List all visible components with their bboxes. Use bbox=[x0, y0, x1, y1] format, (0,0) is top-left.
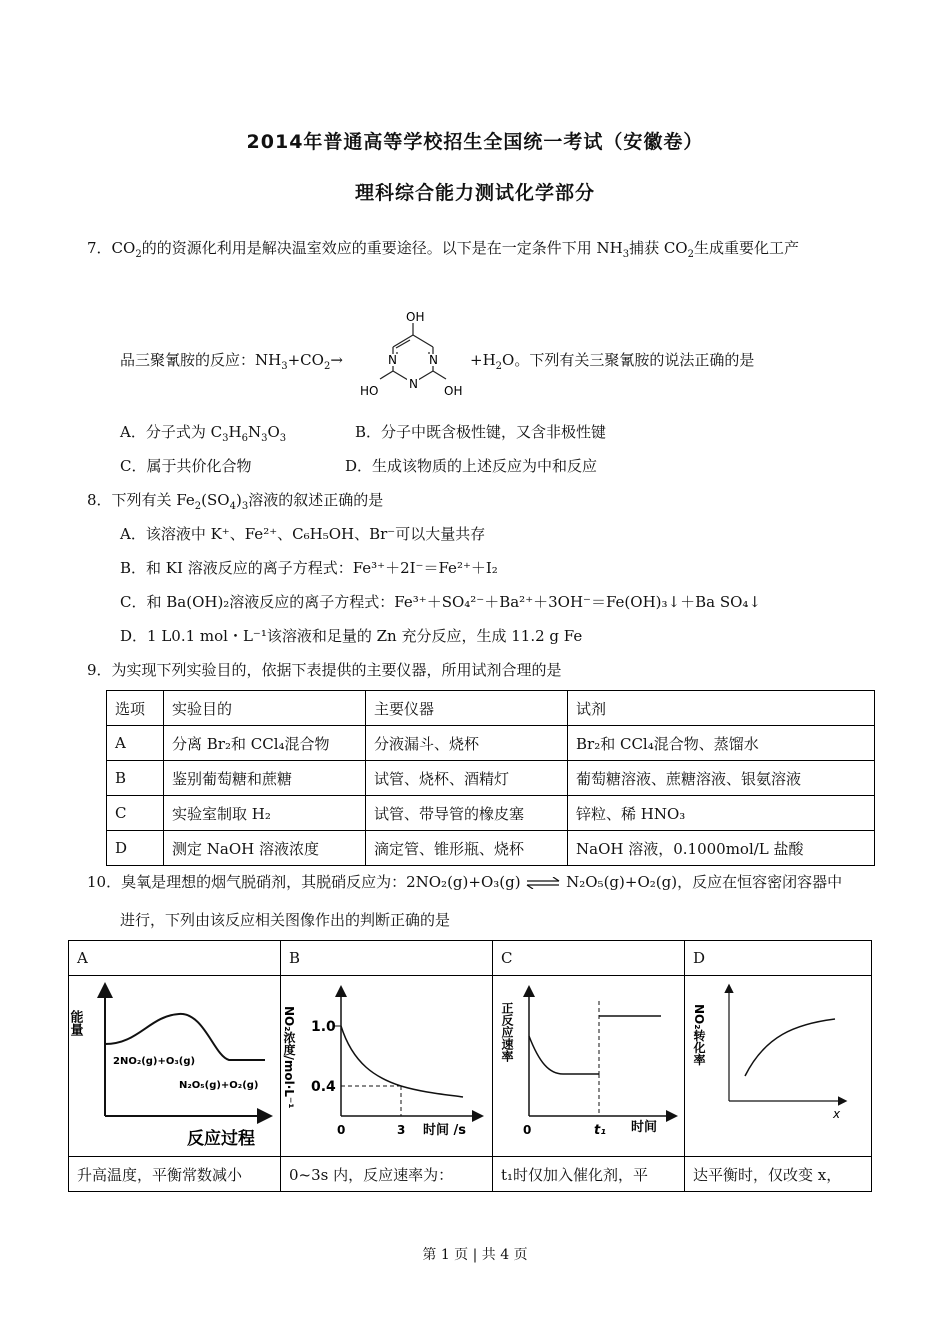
table-header: D bbox=[685, 941, 872, 976]
q8-option-a: A．该溶液中 K⁺、Fe²⁺、C₆H₅OH、Br⁻可以大量共存 bbox=[120, 525, 486, 543]
melamine-structure bbox=[350, 305, 470, 405]
table-cell: 锌粒、稀 HNO₃ bbox=[568, 796, 875, 831]
table-cell: A bbox=[107, 726, 164, 761]
table-cell: 葡萄糖溶液、蔗糖溶液、银氨溶液 bbox=[568, 761, 875, 796]
chart-a-energy-curve bbox=[105, 1014, 265, 1060]
chart-a-xlabel: 反应过程 bbox=[187, 1129, 255, 1149]
table-row bbox=[69, 976, 872, 1157]
exam-subtitle: 理科综合能力测试化学部分 bbox=[354, 182, 595, 204]
table-cell: 鉴别葡萄糖和蔗糖 bbox=[164, 761, 366, 796]
exam-title: 2014年普通高等学校招生全国统一考试（安徽卷） bbox=[246, 131, 704, 153]
oh-right-label: OH bbox=[444, 384, 463, 398]
table-row bbox=[107, 831, 875, 866]
chart-b-xlabel: 时间 /s bbox=[423, 1123, 467, 1138]
q8-option-b: B．和 KI 溶液反应的离子方程式：Fe³⁺＋2I⁻＝Fe²⁺＋I₂ bbox=[120, 559, 498, 577]
chart-a-ylabel: 能量 bbox=[69, 1010, 83, 1036]
q7-stem-line2a: 品三聚氰胺的反应：$NH_3+CO_2\to$ bbox=[120, 351, 343, 372]
page-footer: 第 1 页 | 共 4 页 bbox=[422, 1247, 528, 1263]
table-row bbox=[69, 1157, 872, 1192]
chart-d-xlabel: x bbox=[833, 1107, 841, 1121]
table-cell: D bbox=[107, 831, 164, 866]
equilibrium-arrow-icon bbox=[525, 877, 561, 889]
q7-option-d: D．生成该物质的上述反应为中和反应 bbox=[345, 457, 598, 475]
table-header-row bbox=[69, 941, 872, 976]
table-row bbox=[107, 796, 875, 831]
chart-c-t1-label: t₁ bbox=[594, 1123, 606, 1138]
q7-stem-line2b: $+H_2O$。下列有关三聚氰胺的说法正确的是 bbox=[470, 351, 755, 372]
chart-b-tick-label: 0.4 bbox=[311, 1079, 336, 1095]
table-header: C bbox=[493, 941, 685, 976]
table-cell: 试管、带导管的橡皮塞 bbox=[366, 796, 568, 831]
no2-conversion-chart-d bbox=[685, 976, 871, 1152]
n-label-bottom: N bbox=[409, 377, 418, 391]
chart-c-tick-label: 0 bbox=[523, 1123, 532, 1137]
q9-table bbox=[106, 690, 875, 866]
chart-c-curve-before bbox=[529, 1036, 599, 1074]
table-header: 实验目的 bbox=[164, 691, 366, 726]
q8-option-d: D．1 L0.1 mol・L⁻¹该溶液和足量的 Zn 充分反应，生成 11.2 g Fe bbox=[120, 627, 583, 645]
n-label-right: N bbox=[429, 353, 438, 367]
q9-stem: 9．为实现下列实验目的，依据下表提供的主要仪器，所用试剂合理的是 bbox=[87, 661, 562, 679]
table-cell: 测定 NaOH 溶液浓度 bbox=[164, 831, 366, 866]
chart-b-tick-label: 1.0 bbox=[311, 1019, 336, 1035]
table-cell: Br₂和 CCl₄混合物、蒸馏水 bbox=[568, 726, 875, 761]
q7-option-a: A．分子式为 $C_3H_6N_3O_3$ bbox=[120, 423, 287, 444]
chart-c-ylabel: 正反应速率 bbox=[500, 1002, 514, 1062]
chart-d-ylabel: NO₂转化率 bbox=[692, 1004, 706, 1066]
table-cell: B bbox=[107, 761, 164, 796]
oh-top-label: OH bbox=[406, 310, 425, 324]
chart-a-reactants: 2NO₂(g)+O₃(g) bbox=[113, 1056, 196, 1067]
oh-left-label: HO bbox=[360, 384, 379, 398]
table-cell: t₁时仅加入催化剂，平 bbox=[493, 1157, 685, 1192]
chart-d-curve bbox=[745, 1019, 835, 1076]
chart-a-products: N₂O₅(g)+O₂(g) bbox=[179, 1080, 259, 1091]
table-header: 试剂 bbox=[568, 691, 875, 726]
table-cell: 分液漏斗、烧杯 bbox=[366, 726, 568, 761]
table-header: 选项 bbox=[107, 691, 164, 726]
energy-chart-a bbox=[69, 976, 280, 1152]
forward-rate-chart-c bbox=[493, 976, 684, 1152]
table-cell: 分离 Br₂和 CCl₄混合物 bbox=[164, 726, 366, 761]
chart-b-curve bbox=[341, 1026, 463, 1097]
table-cell: 达平衡时，仅改变 x， bbox=[685, 1157, 872, 1192]
table-header: A bbox=[69, 941, 281, 976]
table-cell: 实验室制取 H₂ bbox=[164, 796, 366, 831]
q7-option-b: B．分子中既含极性键，又含非极性键 bbox=[355, 423, 607, 441]
n-label-left: N bbox=[388, 353, 397, 367]
table-row bbox=[107, 726, 875, 761]
chart-b-tick-label: 3 bbox=[397, 1123, 406, 1137]
q7-option-c: C．属于共价化合物 bbox=[120, 457, 252, 475]
table-cell: 滴定管、锥形瓶、烧杯 bbox=[366, 831, 568, 866]
q8-option-c: C．和 Ba(OH)₂溶液反应的离子方程式：Fe³⁺＋SO₄²⁻＋Ba²⁺＋3OH⁻＝Fe(OH)₃↓＋Ba SO₄↓ bbox=[120, 593, 761, 611]
q10-table bbox=[68, 940, 872, 1192]
table-header: B bbox=[281, 941, 493, 976]
table-cell: 试管、烧杯、酒精灯 bbox=[366, 761, 568, 796]
table-cell: 0~3s 内，反应速率为： bbox=[281, 1157, 493, 1192]
table-cell: NaOH 溶液，0.1000mol/L 盐酸 bbox=[568, 831, 875, 866]
chart-b-ylabel: NO₂浓度/mol·L⁻¹ bbox=[282, 1006, 296, 1109]
table-header-row bbox=[107, 691, 875, 726]
q10-stem-line2: 进行，下列由该反应相关图像作出的判断正确的是 bbox=[120, 911, 451, 929]
q7-stem-line1: 7．$CO_2$的的资源化利用是解决温室效应的重要途径。以下是在一定条件下用 $NH_3$捕获 $CO_2$生成重要化工产 bbox=[87, 239, 799, 260]
q8-stem: 8．下列有关 $Fe_2(SO_4)_3$溶液的叙述正确的是 bbox=[87, 491, 384, 512]
chart-c-xlabel: 时间 bbox=[631, 1120, 658, 1135]
q10-stem-line1: 10．臭氧是理想的烟气脱硝剂，其脱硝反应为：2NO₂(g)+O₃(g) N₂O₅(g)+O₂(g)，反应在恒容密闭容器中 bbox=[87, 873, 843, 891]
table-row bbox=[107, 761, 875, 796]
table-cell: C bbox=[107, 796, 164, 831]
table-header: 主要仪器 bbox=[366, 691, 568, 726]
chart-b-tick-label: 0 bbox=[337, 1123, 346, 1137]
no2-concentration-chart-b bbox=[281, 976, 492, 1152]
table-cell: 升高温度，平衡常数减小 bbox=[69, 1157, 281, 1192]
